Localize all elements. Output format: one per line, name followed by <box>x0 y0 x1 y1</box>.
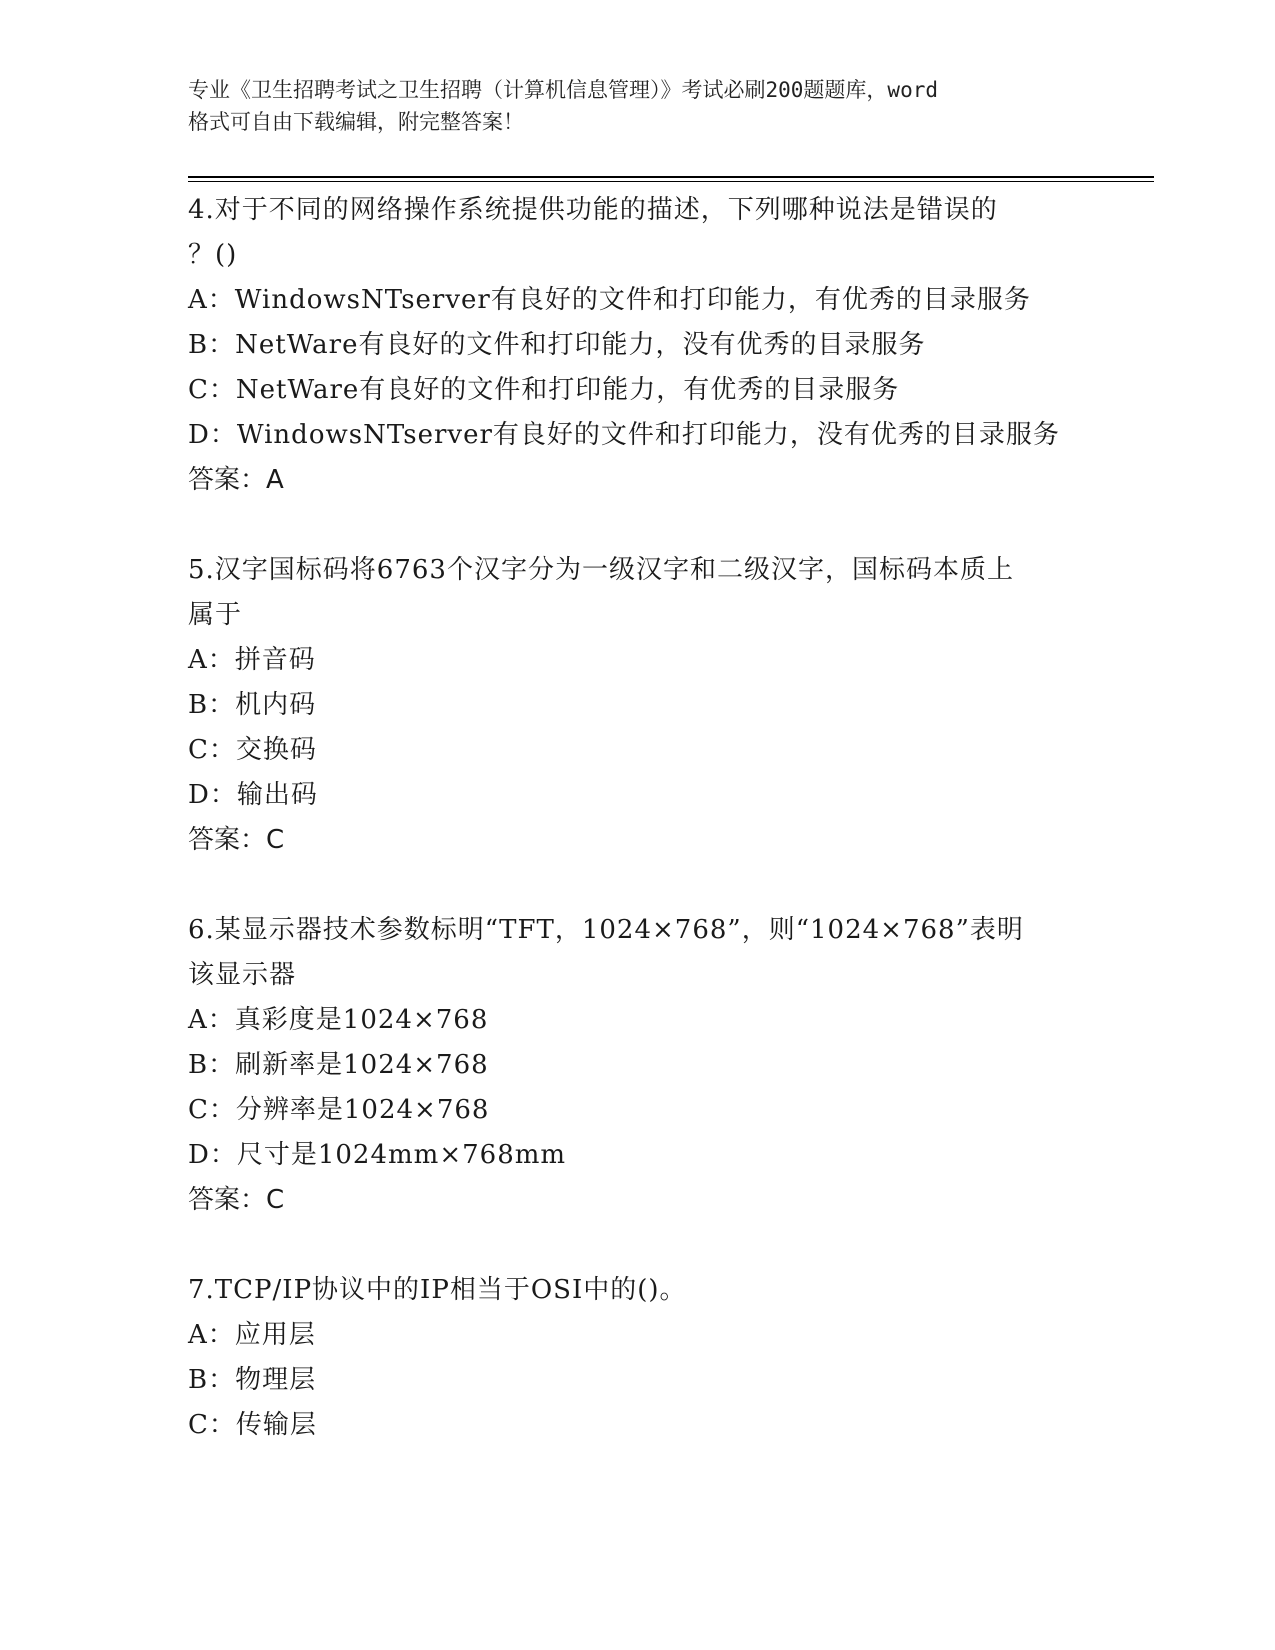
question-4-option-b: B：NetWare有良好的文件和打印能力，没有优秀的目录服务 <box>188 330 926 360</box>
question-4 <box>188 188 1088 503</box>
question-7-option-b: B：物理层 <box>188 1365 317 1395</box>
question-5-option-d: D：输出码 <box>188 780 318 810</box>
header-divider-thick <box>188 176 1154 178</box>
header-line-1: 专业《卫生招聘考试之卫生招聘（计算机信息管理）》考试必刷200题题库，word <box>188 78 938 102</box>
question-5-option-b: B：机内码 <box>188 690 317 720</box>
header-line-2: 格式可自由下载编辑，附完整答案！ <box>188 110 524 134</box>
document-header <box>188 74 1088 138</box>
question-7-option-a: A：应用层 <box>188 1320 316 1350</box>
question-5-option-c: C：交换码 <box>188 735 317 765</box>
question-4-answer: 答案：A <box>188 465 284 495</box>
question-7-option-c: C：传输层 <box>188 1410 317 1440</box>
question-4-text-line-1: 4.对于不同的网络操作系统提供功能的描述，下列哪种说法是错误的 <box>188 195 998 225</box>
question-6-text-line-1: 6.某显示器技术参数标明“TFT，1024×768”，则“1024×768”表明 <box>188 915 1024 945</box>
question-6 <box>188 908 1088 1223</box>
question-6-option-d: D：尺寸是1024mm×768mm <box>188 1140 567 1170</box>
question-spacer <box>188 863 1088 908</box>
question-6-answer: 答案：C <box>188 1185 285 1215</box>
question-6-option-b: B：刷新率是1024×768 <box>188 1050 489 1080</box>
question-7 <box>188 1268 1088 1448</box>
question-6-option-c: C：分辨率是1024×768 <box>188 1095 490 1125</box>
question-spacer <box>188 1223 1088 1268</box>
question-5-answer: 答案：C <box>188 825 285 855</box>
question-4-option-c: C：NetWare有良好的文件和打印能力，有优秀的目录服务 <box>188 375 900 405</box>
question-6-text-line-2: 该显示器 <box>188 960 297 990</box>
question-7-text-line-1: 7.TCP/IP协议中的IP相当于OSI中的()。 <box>188 1275 687 1305</box>
question-5-text-line-1: 5.汉字国标码将6763个汉字分为一级汉字和二级汉字，国标码本质上 <box>188 555 1014 585</box>
question-spacer <box>188 503 1088 548</box>
question-5 <box>188 548 1088 863</box>
question-5-option-a: A：拼音码 <box>188 645 316 675</box>
header-divider-thin <box>188 181 1154 182</box>
question-6-option-a: A：真彩度是1024×768 <box>188 1005 489 1035</box>
question-4-option-a: A：WindowsNTserver有良好的文件和打印能力，有优秀的目录服务 <box>188 285 1031 315</box>
question-4-text-line-2: ？() <box>188 240 238 270</box>
question-5-text-line-2: 属于 <box>188 600 243 630</box>
question-4-option-d: D：WindowsNTserver有良好的文件和打印能力，没有优秀的目录服务 <box>188 420 1060 450</box>
question-list <box>188 188 1088 1448</box>
